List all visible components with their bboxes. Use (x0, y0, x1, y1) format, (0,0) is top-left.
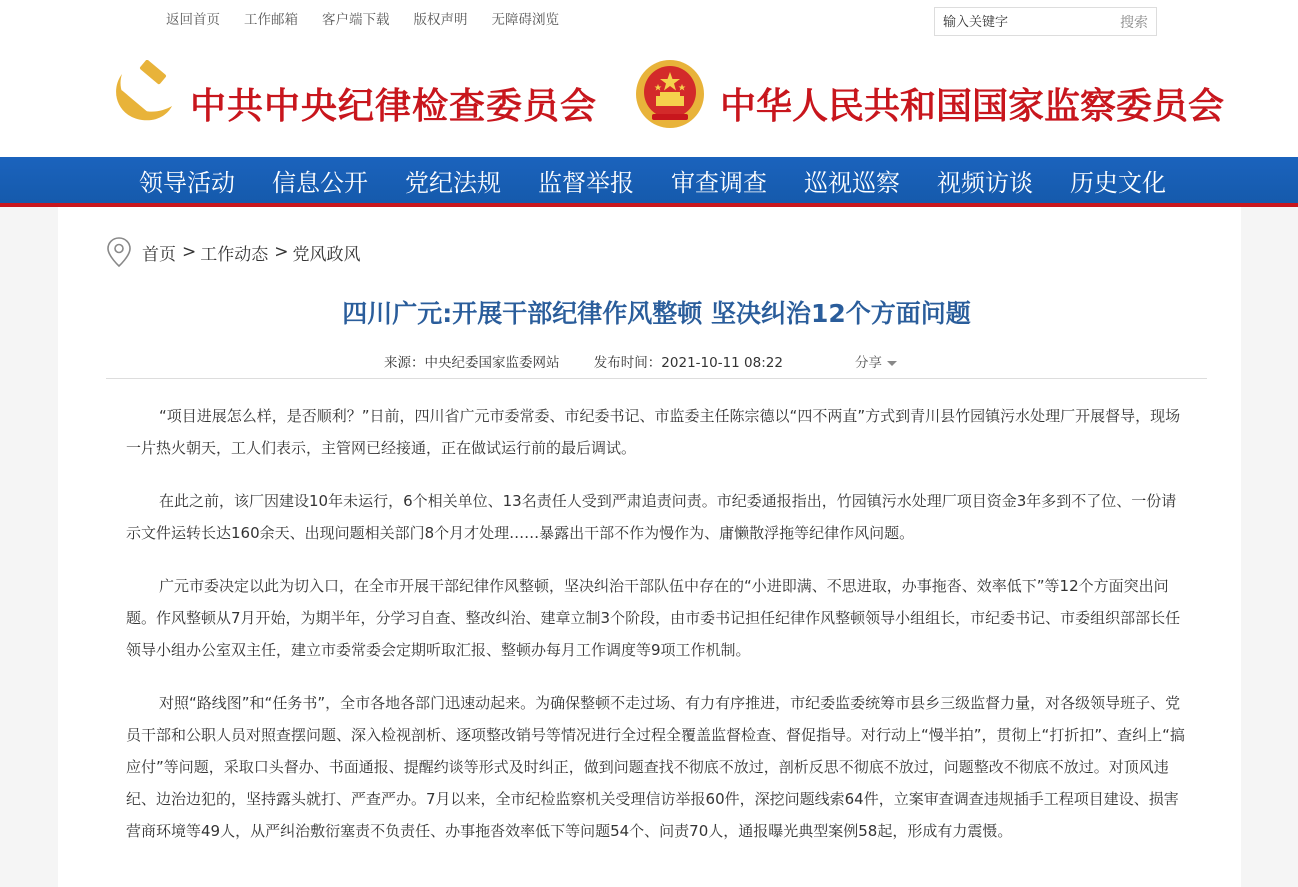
nsc-title: 中华人民共和国国家监察委员会 (720, 85, 1225, 127)
source-value: 中央纪委国家监委网站 (424, 355, 560, 371)
breadcrumb-separator: > (274, 242, 289, 262)
article-title: 四川广元:开展干部纪律作风整顿 坚决纠治12个方面问题 (342, 299, 971, 328)
home-link[interactable]: 返回首页 (166, 12, 220, 28)
location-pin-icon (106, 236, 132, 268)
copyright-link[interactable]: 版权声明 (413, 12, 468, 28)
national-emblem-icon (634, 58, 706, 130)
nav-item-information-disclosure[interactable]: 信息公开 (272, 168, 368, 197)
client-download-link[interactable]: 客户端下载 (322, 12, 390, 28)
top-utility-bar (0, 0, 1298, 40)
site-header (0, 40, 1298, 157)
article-paragraph: 对照“路线图”和“任务书”，全市各地各部门迅速动起来。为确保整顿不走过场、有力有序推进，市纪委监委统筹市县乡三级监督力量，对各级领导班子、党员干部和公职人员对照查摆问题、深入检视剖析、逐项整改销号等情况进行全过程全覆盖监督检查、督促指导。对行动上“慢半拍”，贯彻上“打折扣”、查纠上“搞应付”等问题，采取口头督办、书面通报、提醒约谈等形式及时纠正，做到问题查找不彻底不放过，剖析反思不彻底不放过，问题整改不彻底不放过。对顶风违纪、边治边犯的，坚持露头就打、严查严办。7月以来，全市纪检监察机关受理信访举报60件，深挖问题线索64件，立案审查调查违规插手工程项目建设、损害营商环境等49人，从严纠治敷衍塞责不负责任、办事拖沓效率低下等问题54个、问责70人，通报曝光典型案例58起，形成有力震慑。 (126, 694, 1185, 840)
nav-item-investigation[interactable]: 审查调查 (671, 168, 767, 197)
nav-item-party-regulations[interactable]: 党纪法规 (405, 168, 501, 197)
source-label: 来源： (384, 355, 425, 371)
nav-item-leadership-activities[interactable]: 领导活动 (139, 168, 235, 197)
date-value: 2021-10-11 08:22 (661, 355, 783, 371)
work-email-link[interactable]: 工作邮箱 (244, 12, 298, 28)
nav-item-inspection[interactable]: 巡视巡察 (804, 168, 900, 197)
search-box (934, 7, 1157, 36)
top-links (166, 8, 583, 28)
party-emblem-icon (108, 60, 176, 128)
date-label: 发布时间： (593, 355, 662, 371)
breadcrumb-home[interactable]: 首页 (142, 244, 176, 265)
share-label: 分享 (855, 355, 882, 371)
breadcrumb-work-updates[interactable]: 工作动态 (200, 244, 269, 265)
article-meta (384, 351, 783, 371)
nav-item-history-culture[interactable]: 历史文化 (1070, 168, 1166, 197)
search-input[interactable] (943, 12, 1103, 32)
nav-item-video-interviews[interactable]: 视频访谈 (937, 168, 1033, 197)
date-block (594, 355, 783, 371)
chevron-down-icon (887, 361, 897, 366)
article-paragraph: 在此之前，该厂因建设10年未运行，6个相关单位、13名责任人受到严肃追责问责。市纪委通报指出，竹园镇污水处理厂项目资金3年多到不了位、一份请示文件运转长达160余天、出现问题相关部门8个月才处理……暴露出干部不作为慢作为、庸懒散浮拖等纪律作风问题。 (126, 492, 1177, 542)
breadcrumb-conduct[interactable]: 党风政风 (292, 244, 361, 265)
cpc-ccdi-title: 中共中央纪律检查委员会 (190, 85, 598, 127)
article-paragraph: “项目进展怎么样，是否顺利？”日前，四川省广元市委常委、市纪委书记、市监委主任陈宗德以“四不两直”方式到青川县竹园镇污水处理厂开展督导，现场一片热火朝天，工人们表示，主管网已经接通，正在做试运行前的最后调试。 (126, 407, 1181, 457)
article-body (126, 400, 1188, 868)
meta-divider (106, 378, 1207, 379)
article-paragraph: 广元市委决定以此为切入口，在全市开展干部纪律作风整顿，坚决纠治干部队伍中存在的“小进即满、不思进取，办事拖沓、效率低下”等12个方面突出问题。作风整顿从7月开始，为期半年，分学习自查、整改纠治、建章立制3个阶段，由市委书记担任纪律作风整顿领导小组组长，市纪委书记、市委组织部部长任领导小组办公室双主任，建立市委常委会定期听取汇报、整顿办每月工作调度等9项工作机制。 (126, 577, 1181, 659)
breadcrumb (106, 236, 361, 268)
nav-item-supervision-report[interactable]: 监督举报 (538, 168, 634, 197)
search-button[interactable]: 搜索 (1120, 15, 1148, 31)
main-nav (0, 157, 1298, 203)
accessibility-link[interactable]: 无障碍浏览 (491, 12, 559, 28)
breadcrumb-separator: > (182, 242, 197, 262)
share-button[interactable] (855, 351, 897, 371)
